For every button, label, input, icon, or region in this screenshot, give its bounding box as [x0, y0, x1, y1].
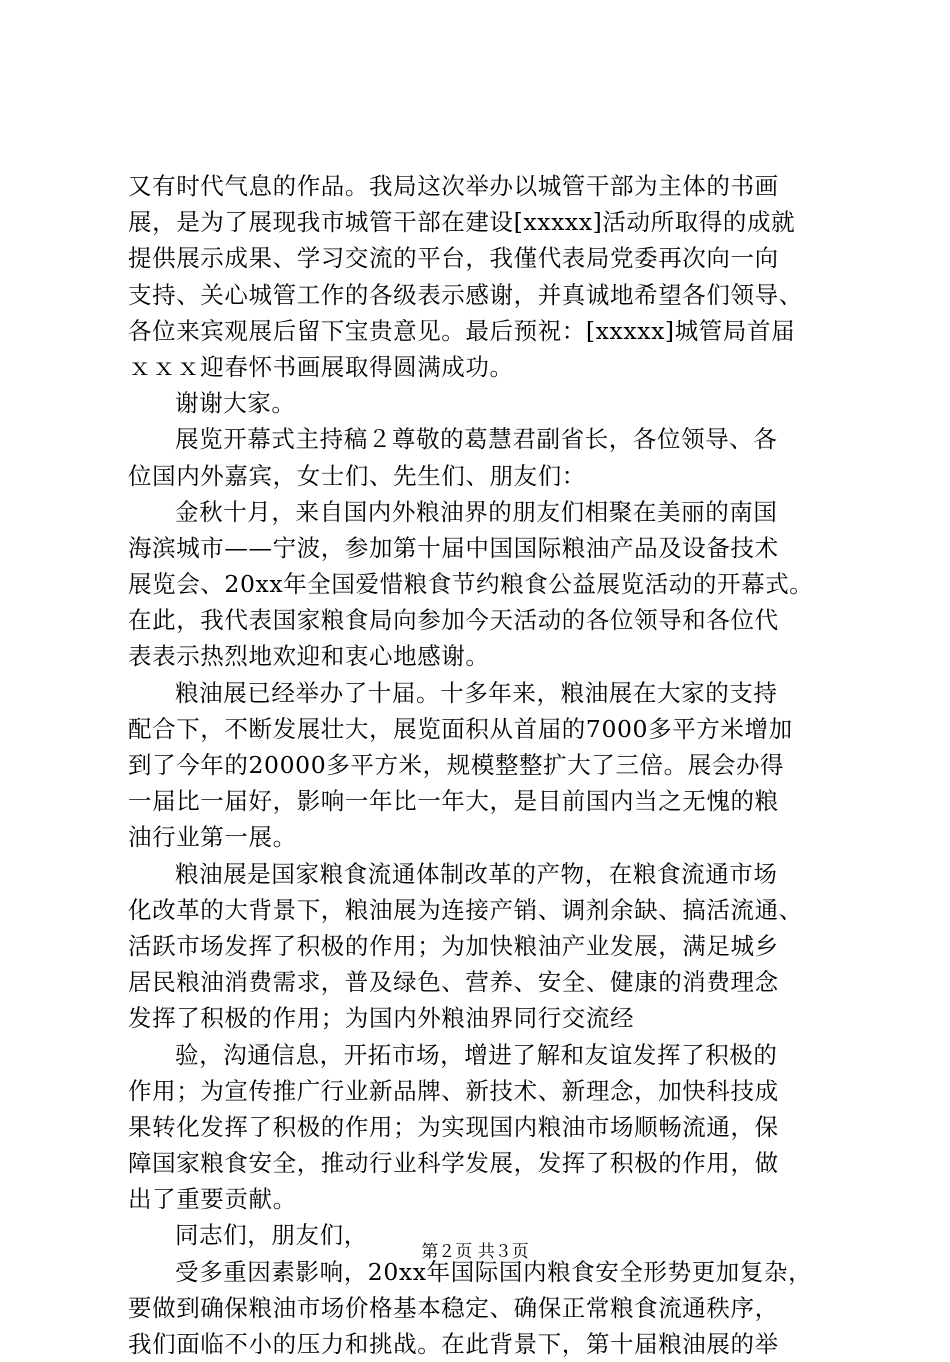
text-line: 要做到确保粮油市场价格基本稳定、确保正常粮食流通秩序，: [128, 1293, 779, 1322]
text-line: 位国内外嘉宾，女士们、先生们、朋友们：: [128, 461, 586, 490]
text-line: 受多重因素影响，20xx年国际国内粮食安全形势更加复杂，: [175, 1257, 813, 1286]
text-line: 果转化发挥了积极的作用；为实现国内粮油市场顺畅流通，保: [128, 1112, 779, 1141]
text-line: 发挥了积极的作用；为国内外粮油界同行交流经: [128, 1004, 635, 1033]
text-line: 化改革的大背景下，粮油展为连接产销、调剂余缺、搞活流通、: [128, 895, 803, 924]
text-line: 到了今年的20000多平方米，规模整整扩大了三倍。展会办得: [128, 751, 785, 779]
text-line: ｘｘｘ迎春怀书画展取得圆满成功。: [128, 352, 514, 381]
text-line: 粮油展是国家粮食流通体制改革的产物，在粮食流通市场: [175, 859, 778, 888]
text-line: 验，沟通信息，开拓市场，增进了解和友谊发挥了积极的: [175, 1040, 778, 1069]
text-line: 在此，我代表国家粮食局向参加今天活动的各位领导和各位代: [128, 606, 779, 635]
text-line: 展览会、20xx年全国爱惜粮食节约粮食公益展览活动的开幕式。: [128, 570, 814, 599]
text-line: 表表示热烈地欢迎和衷心地感谢。: [128, 642, 490, 671]
text-line: 一届比一届好，影响一年比一年大，是目前国内当之无愧的粮: [128, 787, 779, 816]
page-footer: 第２页 共３页: [421, 1242, 529, 1262]
document-body: [128, 168, 833, 1362]
text-line: 居民粮油消费需求，普及绿色、营养、安全、健康的消费理念: [128, 968, 779, 997]
text-line: 支持、关心城管工作的各级表示感谢，并真诚地希望各们领导、: [128, 280, 803, 309]
text-line: 同志们，朋友们，: [175, 1221, 368, 1250]
text-line: 金秋十月，来自国内外粮油界的朋友们相聚在美丽的南国: [175, 497, 778, 526]
text-line: 活跃市场发挥了积极的作用；为加快粮油产业发展，满足城乡: [128, 931, 779, 960]
text-line: 我们面临不小的压力和挑战。在此背景下，第十届粮油展的举: [128, 1330, 779, 1358]
text-line: 展览开幕式主持稿２尊敬的葛慧君副省长，各位领导、各: [175, 425, 778, 454]
text-line: 出了重要贡献。: [128, 1185, 297, 1214]
text-line: 各位来宾观展后留下宝贵意见。最后预祝：[xxxxx]城管局首届: [128, 316, 796, 345]
text-line: 油行业第一展。: [128, 823, 297, 852]
text-line: 提供展示成果、学习交流的平台，我僅代表局党委再次向一向: [128, 244, 779, 273]
text-line: 展，是为了展现我市城管干部在建设[xxxxx]活动所取得的成就: [128, 208, 796, 237]
text-line: 配合下，不断发展壮大，展览面积从首届的7000多平方米增加: [128, 714, 793, 743]
text-line: 谢谢大家。: [175, 389, 296, 418]
text-line: 又有时代气息的作品。我局这次举办以城管干部为主体的书画: [128, 172, 779, 200]
text-line: 海滨城市——宁波，参加第十届中国国际粮油产品及设备技术: [128, 533, 779, 562]
text-line: 作用；为宣传推广行业新品牌、新技术、新理念，加快科技成: [128, 1076, 779, 1105]
text-line: 障国家粮食安全，推动行业科学发展，发挥了积极的作用，做: [128, 1149, 779, 1178]
text-line: 粮油展已经举办了十届。十多年来，粮油展在大家的支持: [175, 678, 778, 707]
